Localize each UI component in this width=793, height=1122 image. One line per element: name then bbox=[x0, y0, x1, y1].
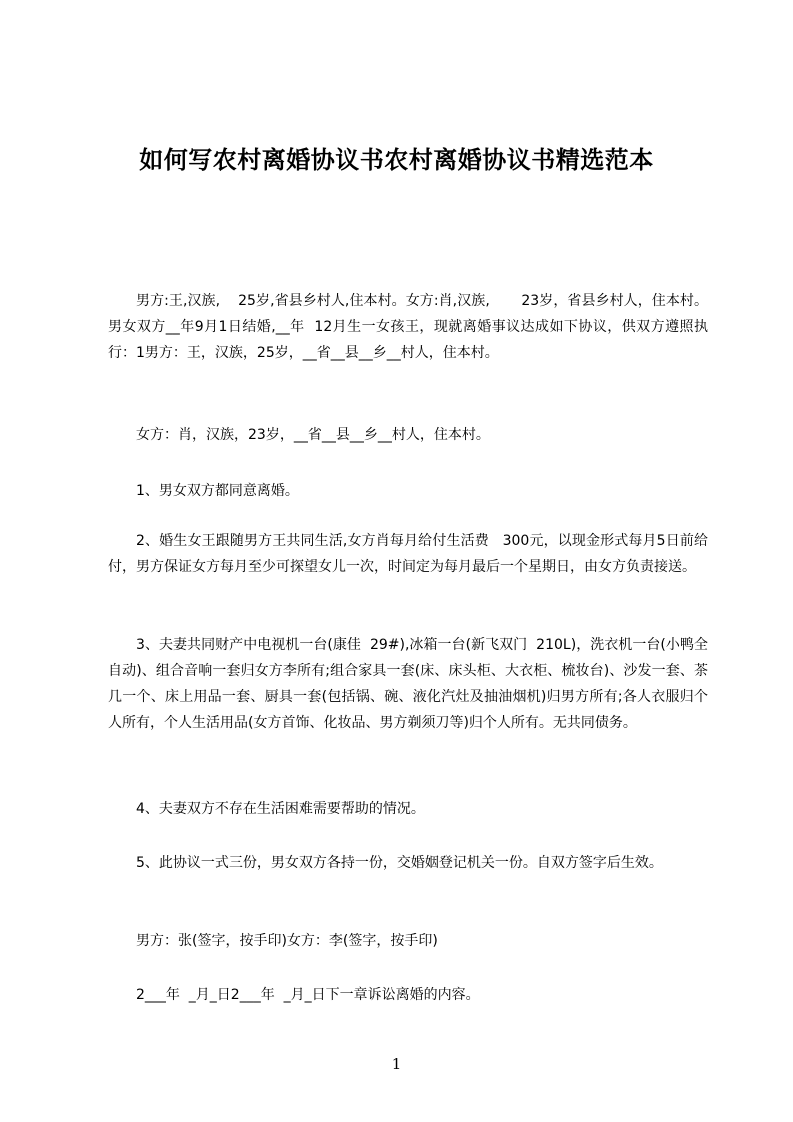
paragraph-parties: 男方:王,汉族, 25岁,省县乡村人,住本村。女方:肖,汉族, 23岁，省县乡村人，住本村。男女双方__年9月1日结婚,__年 12月生一女孩王，现就离婚事议达成如下协议，供双方遵照执行：1男方：王，汉族，25岁，__省__县__乡__村人，住本村。 bbox=[108, 293, 708, 361]
document-title: 如何写农村离婚协议书农村离婚协议书精选范本 bbox=[139, 146, 654, 174]
paragraph-female-party: 女方：肖，汉族，23岁，__省__县__乡__村人，住本村。 bbox=[136, 427, 490, 443]
page-number: 1 bbox=[391, 1055, 402, 1073]
paragraph-clause-3: 3、夫妻共同财产中电视机一台(康佳 29#),冰箱一台(新飞双门 210L)，洗衣机一台(小鸭全自动)、组合音响一套归女方李所有;组合家具一套(床、床头柜、大衣柜、梳妆台)、沙发一套、茶几一个、床上用品一套、厨具一套(包括锅、碗、液化汽灶及抽油烟机)归男方所有;各人衣服归个人所有，个人生活用品(女方首饰、化妆品、男方剃须刀等)归个人所有。无共同债务。 bbox=[108, 637, 708, 731]
paragraph-clause-5: 5、此协议一式三份，男女双方各持一份，交婚姻登记机关一份。自双方签字后生效。 bbox=[136, 855, 663, 871]
paragraph-clause-2: 2、婚生女王跟随男方王共同生活,女方肖每月给付生活费 300元，以现金形式每月5日前给付，男方保证女方每月至少可探望女儿一次，时间定为每月最后一个星期日，由女方负责接送。 bbox=[108, 533, 708, 575]
paragraph-dates: 2___年 _月_日2___年 _月_日下一章诉讼离婚的内容。 bbox=[136, 987, 480, 1003]
paragraph-clause-4: 4、夫妻双方不存在生活困难需要帮助的情况。 bbox=[136, 801, 425, 817]
paragraph-signatures: 男方：张(签字，按手印)女方：李(签字，按手印) bbox=[136, 933, 438, 949]
paragraph-clause-1: 1、男女双方都同意离婚。 bbox=[136, 483, 299, 499]
